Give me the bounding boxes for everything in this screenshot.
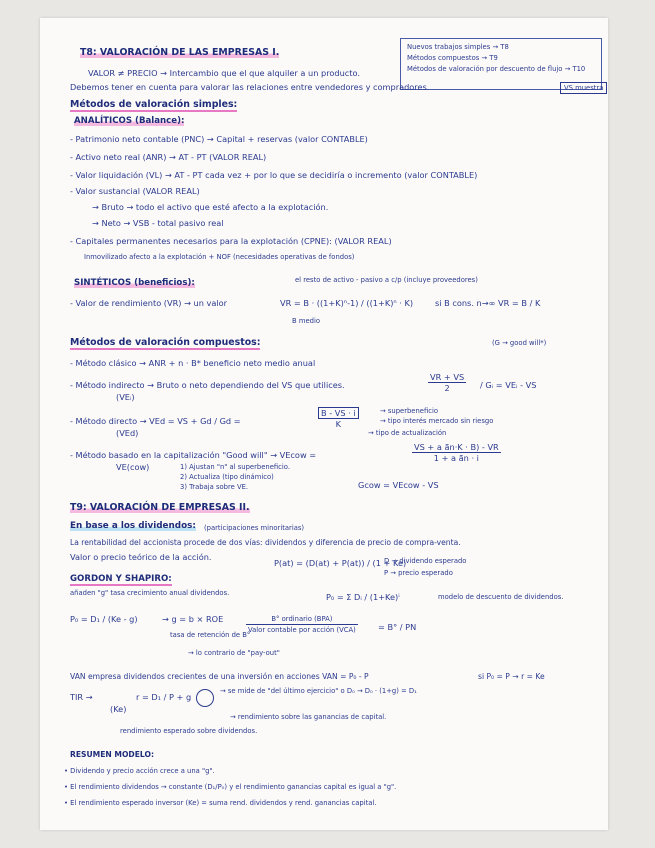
sum-formula: P₀ = Σ Dᵢ / (1+Ke)ⁱ <box>326 592 400 602</box>
pact-note-2: P → precio esperado <box>384 569 453 577</box>
tir-ke: (Ke) <box>110 704 127 714</box>
dividendos-note: (participaciones minoritarias) <box>204 524 305 532</box>
directo-note-3: → tipo de actualización <box>368 429 447 437</box>
roe-frac <box>246 614 358 635</box>
indirecto-tail: / Gᵢ = VEᵢ - VS <box>480 380 537 390</box>
heading-dividendos: En base a los dividendos: <box>70 521 196 531</box>
topic-note-2: Métodos compuestos → T9 <box>407 54 498 62</box>
notebook-page <box>40 18 608 830</box>
directo-frac-den: K <box>335 419 342 429</box>
van-condition: si P₀ = P → r = Ke <box>478 672 545 681</box>
resumen-3: • El rendimiento esperado inversor (Ke) = suma rend. dividendos y rend. ganancias capital. <box>64 799 377 807</box>
tir-formula: r = D₁ / P + g <box>136 692 192 702</box>
dividendos-line-1: La rentabilidad del accionista procede de dos vías: dividendos y diferencia de precio de compra-venta. <box>70 538 461 547</box>
goodwill-frac <box>412 442 501 463</box>
directo-note-2: → tipo interés mercado sin riesgo <box>380 417 494 425</box>
t9-title: T9: VALORACIÓN DE EMPRESAS II. <box>70 502 250 513</box>
topic-note-3: Métodos de valoración por descuento de flujo → T10 <box>407 65 586 73</box>
heading-analiticos: ANALÍTICOS (Balance): <box>74 116 185 126</box>
payout-note: → lo contrario de "pay-out" <box>188 649 280 657</box>
analitico-cpne: - Capitales permanentes necesarios para la explotación (CPNE): (VALOR REAL) <box>70 236 392 246</box>
retention-note: tasa de retención de B° <box>170 631 251 639</box>
directo-note-1: → superbeneficio <box>380 407 439 415</box>
t8-title: T8: VALORACIÓN DE LAS EMPRESAS I. <box>80 47 280 58</box>
topic-note-1: Nuevos trabajos simples → T8 <box>407 43 509 51</box>
cpne-resto: el resto de activo - pasivo a c/p (incluye proveedores) <box>295 276 478 284</box>
directo-frac-num: B - VS · i <box>318 407 359 419</box>
metodo-indirecto: - Método indirecto → Bruto o neto dependiendo del VS que utilices. <box>70 380 345 390</box>
sintetico-vr: - Valor de rendimiento (VR) → un valor <box>70 298 228 308</box>
indirecto-frac-num: VR + VS <box>430 372 465 382</box>
resumen-1: • Dividendo y precio acción crece a una "g". <box>64 767 215 775</box>
analitico-vs: - Valor sustancial (VALOR REAL) <box>70 186 200 196</box>
gordon-note: añaden "g" tasa crecimiento anual dividendos. <box>70 589 230 597</box>
cpne-detail: Inmovilizado afecto a la explotación + NOF (necesidades operativas de fondos) <box>84 253 355 261</box>
sum-note: modelo de descuento de dividendos. <box>438 593 564 601</box>
valor-line: VALOR ≠ PRECIO → Intercambio que el que alquiler a un producto. <box>88 68 360 78</box>
goodwill-step-2: 2) Actualiza (tipo dinámico) <box>180 473 274 481</box>
goodwill-step-3: 3) Trabaja sobre VE. <box>180 483 249 491</box>
analitico-pnc: - Patrimonio neto contable (PNC) → Capital + reservas (valor CONTABLE) <box>70 134 368 144</box>
goodwill-frac-num: VS + a ā̄n·K · B) - VR <box>414 442 499 452</box>
pact-note-1: D → dividendo esperado <box>384 557 467 565</box>
debemos-line: Debemos tener en cuenta para valorar las relaciones entre vendedores y compradores. <box>70 82 430 92</box>
vr-limit: si B cons. n→∞ VR = B / K <box>435 298 541 308</box>
vs-neto: → Neto → VSB - total pasivo real <box>92 218 224 228</box>
analitico-anr: - Activo neto real (ANR) → AT - PT (VALOR REAL) <box>70 152 267 162</box>
metodo-clasico: - Método clásico → ANR + n · B* beneficio neto medio anual <box>70 358 316 368</box>
indirecto-label: (VEᵢ) <box>116 392 135 402</box>
directo-label: (VEd) <box>116 428 139 438</box>
b-medio: B medio <box>292 317 320 325</box>
vs-bruto: → Bruto → todo el activo que esté afecto a la explotación. <box>92 202 329 212</box>
vr-formula: VR = B · ((1+K)ⁿ-1) / ((1+K)ⁿ · K) <box>280 298 414 308</box>
indirecto-frac-den: 2 <box>444 383 450 393</box>
p0-formula: P₀ = D₁ / (Ke - g) <box>70 614 138 624</box>
van-line: VAN empresa dividendos crecientes de una inversión en acciones VAN = P₀ - P <box>70 672 369 681</box>
tir-note-capital: → rendimiento sobre las ganancias de capital. <box>230 713 387 721</box>
indirecto-frac <box>428 372 466 393</box>
pact-formula: P(at) = (D(at) + P(at)) / (1 + Ke) <box>274 558 407 568</box>
dividendos-line-2: Valor o precio teórico de la acción. <box>70 552 212 562</box>
tir-label: TIR → <box>70 692 93 702</box>
goodwill-frac-den: 1 + a ā̄n · i <box>433 453 479 463</box>
tir-note: → se mide de "del último ejercicio" o D₀ → D₀ · (1+g) = D₁ <box>220 687 417 695</box>
roe-frac-num: B° ordinario (BPA) <box>246 614 358 625</box>
heading-resumen: RESUMEN MODELO: <box>70 750 154 759</box>
heading-sinteticos: SINTÉTICOS (beneficios): <box>74 278 195 288</box>
goodwill-label: VE(cow) <box>116 462 150 472</box>
g-circle-mark <box>196 689 214 707</box>
gcow-formula: Gcow = VEcow - VS <box>358 480 439 490</box>
goodwill-note: (G → good will*) <box>492 339 547 347</box>
directo-frac <box>318 407 359 429</box>
analitico-vl: - Valor liquidación (VL) → AT - PT cada vez + por lo que se decidiría o incremento (valor CONTABLE) <box>70 170 478 180</box>
roe-equiv: = B° / PN <box>378 622 417 632</box>
heading-simples: Métodos de valoración simples: <box>70 99 238 110</box>
roe-frac-den: Valor contable por acción (VCA) <box>248 626 356 634</box>
goodwill-step-1: 1) Ajustan "n" al superbeneficio. <box>180 463 290 471</box>
metodo-goodwill: - Método basado en la capitalización "Good will" → VEcow = <box>70 450 317 460</box>
vs-note: VS muestra <box>560 82 607 94</box>
tir-note-dividend: rendimiento esperado sobre dividendos. <box>120 727 258 735</box>
metodo-directo: - Método directo → VEd = VS + Gd / Gd = <box>70 416 241 426</box>
resumen-2: • El rendimiento dividendos → constante (D₁/P₀) y el rendimiento ganancias capital es igual a "g". <box>64 783 397 791</box>
g-formula: → g = b × ROE <box>162 614 224 624</box>
heading-compuestos: Métodos de valoración compuestos: <box>70 337 261 348</box>
heading-gordon: GORDON Y SHAPIRO: <box>70 574 172 584</box>
